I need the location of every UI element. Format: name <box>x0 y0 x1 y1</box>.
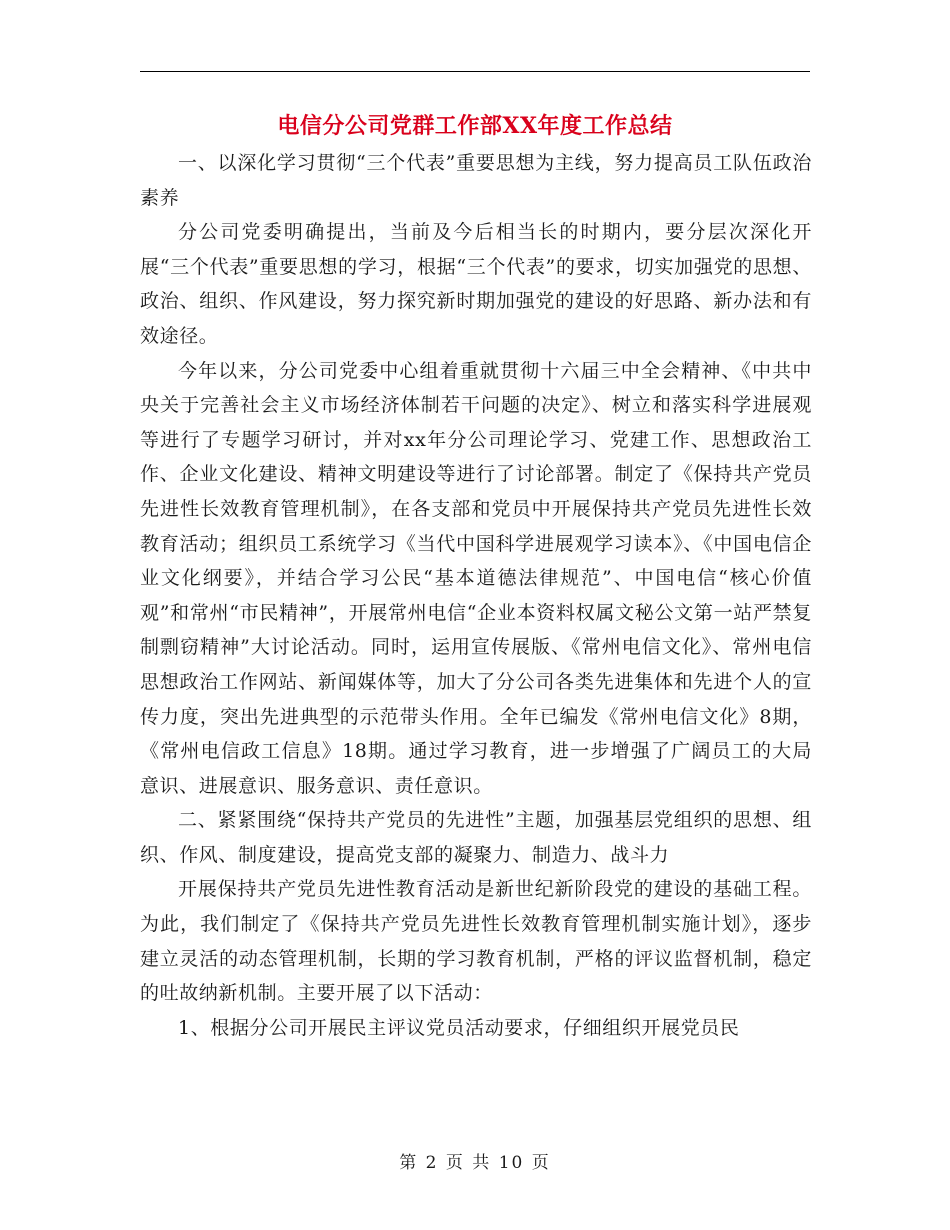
section-heading-2: 二、紧紧围绕“保持共产党员的先进性”主题，加强基层党组织的思想、组织、作风、制度建设，提高党支部的凝聚力、制造力、战斗力 <box>140 809 812 866</box>
paragraph: 分公司党委明确提出，当前及今后相当长的时期内，要分层次深化开展“三个代表”重要思想的学习，根据“三个代表”的要求，切实加强党的思想、政治、组织、作风建设，努力探究新时期加强党的建设的好思路、新办法和有效途径。 <box>140 221 812 347</box>
paragraph: 今年以来，分公司党委中心组着重就贯彻十六届三中全会精神、《中共中央关于完善社会主义市场经济体制若干问题的决定》、树立和落实科学进展观等进行了专题学习研讨，并对xx年分公司理论学习、党建工作、思想政治工作、企业文化建设、精神文明建设等进行了讨论部署。制定了《保持共产党员先进性长效教育管理机制》，在各支部和党员中开展保持共产党员先进性长效教育活动；组织员工系统学习《当代中国科学进展观学习读本》、《中国电信企业文化纲要》，并结合学习公民“基本道德法律规范”、中国电信“核心价值观”和常州“市民精神”，开展常州电信“企业本资料权属文秘公文第一站严禁复制剽窃精神”大讨论活动。同时，运用宣传展版、《常州电信文化》、常州电信思想政治工作网站、新闻媒体等，加大了分公司各类先进集体和先进个人的宣传力度，突出先进典型的示范带头作用。全年已编发《常州电信文化》8期，《常州电信政工信息》18期。通过学习教育，进一步增强了广阔员工的大局意识、进展意识、服务意识、责任意识。 <box>140 359 812 797</box>
header-rule <box>140 71 810 72</box>
paragraph: 开展保持共产党员先进性教育活动是新世纪新阶段党的建设的基础工程。为此，我们制定了《保持共产党员先进性长效教育管理机制实施计划》，逐步建立灵活的动态管理机制，长期的学习教育机制，严格的评议监督机制，稳定的吐故纳新机制。主要开展了以下活动： <box>140 878 812 1005</box>
document-title: 电信分公司党群工作部XX年度工作总结 <box>277 113 673 139</box>
list-item: 1、根据分公司开展民主评议党员活动要求，仔细组织开展党员民 <box>178 1016 740 1039</box>
document-body <box>140 146 812 1045</box>
section-heading-1: 一、以深化学习贯彻“三个代表”重要思想为主线，努力提高员工队伍政治素养 <box>140 152 812 209</box>
page-number-footer: 第 2 页 共 10 页 <box>399 1153 551 1173</box>
